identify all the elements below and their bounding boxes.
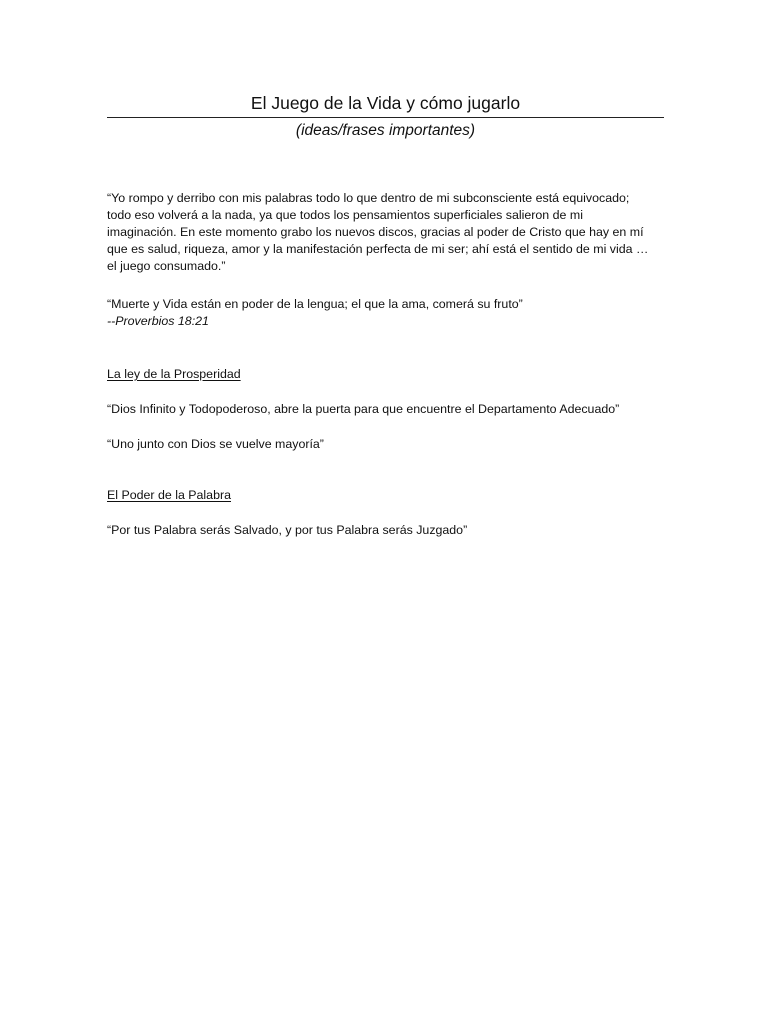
quote-text: “Dios Infinito y Todopoderoso, abre la puerta para que encuentre el Departamento Adecuado” bbox=[107, 402, 620, 416]
proverb-citation: --Proverbios 18:21 bbox=[107, 314, 209, 329]
section-heading-prosperidad bbox=[107, 366, 664, 383]
intro-quote-line: “Yo rompo y derribo con mis palabras todo lo que dentro de mi subconsciente está equivocado; bbox=[107, 191, 630, 205]
section-heading: La ley de la Prosperidad bbox=[107, 367, 241, 381]
quote-text: “Por tus Palabra serás Salvado, y por tus Palabra serás Juzgado” bbox=[107, 523, 468, 537]
intro-quote bbox=[107, 190, 664, 275]
document-subtitle: (ideas/frases importantes) bbox=[295, 122, 476, 139]
intro-quote-line: el juego consumado.” bbox=[107, 259, 226, 274]
intro-quote-line: imaginación. En este momento grabo los nuevos discos, gracias al poder de Cristo que hay en mí bbox=[107, 225, 644, 240]
section-heading: El Poder de la Palabra bbox=[107, 488, 231, 502]
section-heading-palabra bbox=[107, 487, 664, 504]
proverb-quote: “Muerte y Vida están en poder de la lengua; el que la ama, comerá su fruto” bbox=[107, 297, 523, 311]
proverb-block bbox=[107, 296, 664, 330]
intro-quote-line: que es salud, riqueza, amor y la manifestación perfecta de mi ser; ahí está el sentido de mi vida … bbox=[107, 242, 649, 257]
title-divider bbox=[107, 117, 664, 118]
section-quote bbox=[107, 436, 664, 453]
document-title: El Juego de la Vida y cómo jugarlo bbox=[250, 93, 521, 113]
intro-quote-line: todo eso volverá a la nada, ya que todos los pensamientos superficiales salieron de mi bbox=[107, 208, 583, 223]
quote-text: “Uno junto con Dios se vuelve mayoría” bbox=[107, 437, 324, 451]
section-quote bbox=[107, 522, 664, 539]
section-quote bbox=[107, 401, 664, 418]
